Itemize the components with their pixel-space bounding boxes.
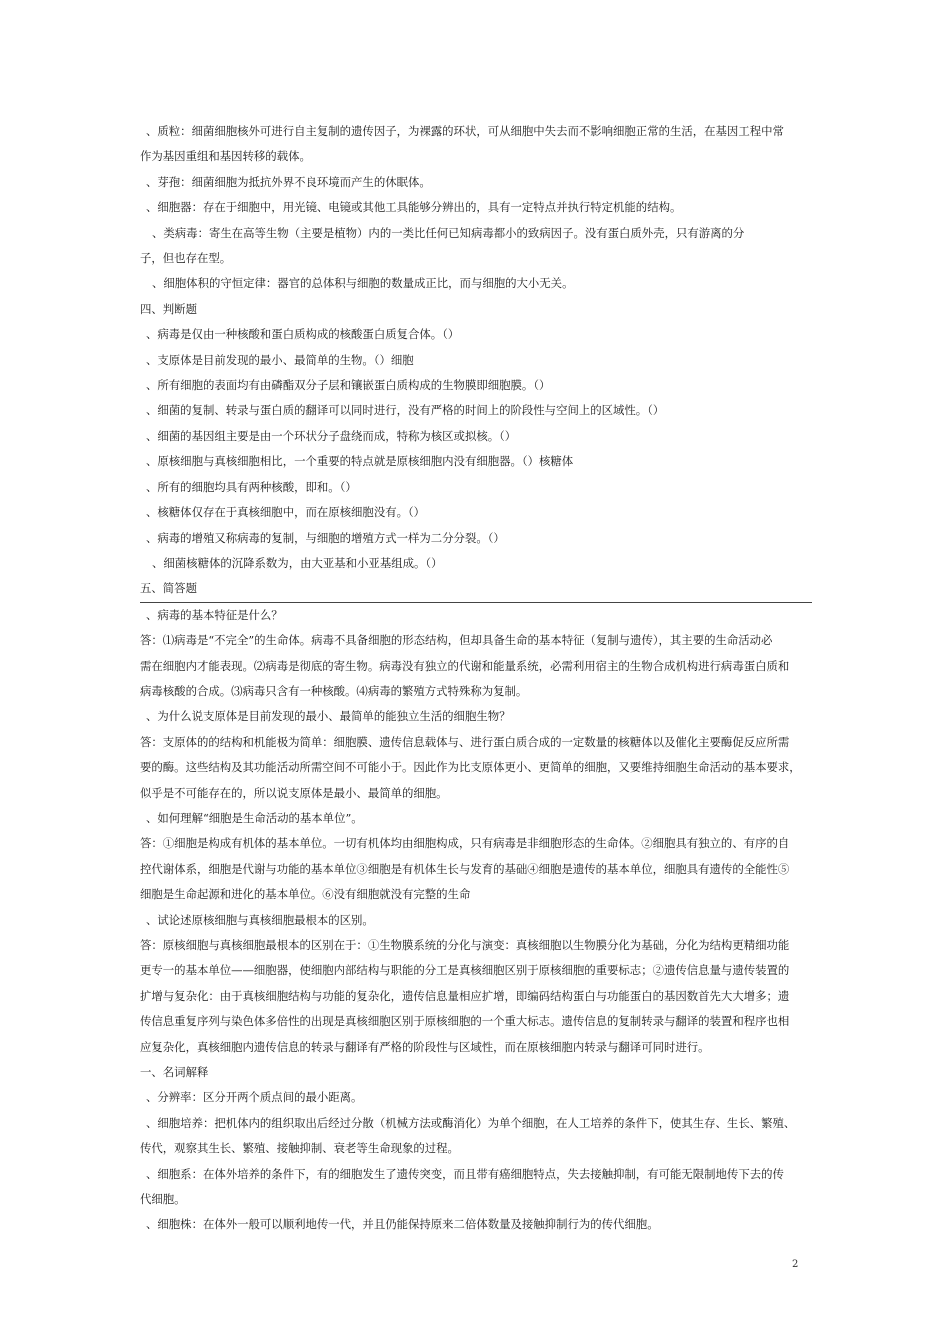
text-line: 作为基因重组和基因转移的载体。 [140, 149, 311, 164]
question: 、试论述原核细胞与真核细胞最根本的区别。 [146, 912, 374, 927]
page-number: 2 [792, 1259, 799, 1270]
judgment-item: 、核糖体仅存在于真核细胞中，而在原核细胞没有。（） [146, 505, 426, 520]
judgment-item: 、所有细胞的表面均有由磷酯双分子层和镶嵌蛋白质构成的生物膜即细胞膜。（） [146, 378, 551, 393]
definition-resolution [140, 1085, 812, 1110]
text-line: 、细胞体积的守恒定律：器官的总体积与细胞的数量成正比，而与细胞的大小无关。 [152, 276, 574, 291]
definition-organelle [140, 195, 812, 220]
question: 、如何理解“细胞是生命活动的基本单位”。 [146, 810, 363, 825]
answer [140, 933, 812, 1060]
text-line: 需在细胞内才能表现。⑵病毒是彻底的寄生物。病毒没有独立的代谢和能量系统，必需利用宿主的生物合成机构进行病毒蛋白质和 [140, 658, 790, 673]
section-title-short-answer: 五、简答题 [140, 576, 812, 602]
judgment-item: 、支原体是目前发现的最小、最简单的生物。（）细胞 [146, 352, 414, 367]
text-line: 病毒核酸的合成。⑶病毒只含有一种核酸。⑷病毒的繁殖方式特殊称为复制。 [140, 683, 528, 698]
text-line: 代细胞。 [140, 1192, 186, 1207]
judgment-item: 、细菌的复制、转录与蛋白质的翻译可以同时进行，没有严格的时间上的阶段性与空间上的区域性。（） [146, 403, 665, 418]
text-line: 答：原核细胞与真核细胞最根本的区别在于：①生物膜系统的分化与演变：真核细胞以生物膜分化为基础，分化为结构更精细功能 [140, 938, 790, 952]
text-line: 传信息重复序列与染色体多倍性的出现是真核细胞区别于原核细胞的一个重大标志。遗传信息的复制转录与翻译的装置和程序也相 [140, 1014, 790, 1029]
text-line: 扩增与复杂化：由于真核细胞结构与功能的复杂化，遗传信息量相应扩增，即编码结构蛋白与功能蛋白的基因数首先大大增多；遗 [140, 988, 790, 1003]
definition-cell-line [140, 1162, 812, 1213]
text-line: 似乎是不可能存在的，所以说支原体是最小、最简单的细胞。 [140, 785, 448, 800]
text-line: 细胞是生命起源和进化的基本单位。⑥没有细胞就没有完整的生命 [140, 887, 471, 902]
question: 、病毒的基本特征是什么？ [146, 607, 283, 622]
text-line: 、芽孢：细菌细胞为抵抗外界不良环境而产生的休眠体。 [146, 174, 431, 189]
text-line: 、细胞器：存在于细胞中，用光镜、电镜或其他工具能够分辨出的，具有一定特点并执行特定机能的结构。 [146, 200, 682, 215]
definition-plasmid [140, 119, 812, 170]
definition-cell-volume-law [140, 271, 812, 296]
judgment-item: 、细菌的基因组主要是由一个环状分子盘绕而成，特称为核区或拟核。（） [146, 428, 517, 443]
page-content [140, 119, 812, 1238]
judgment-item: 、细菌核糖体的沉降系数为，由大亚基和小亚基组成。（） [152, 555, 443, 570]
text-line: 应复杂化，真核细胞内遗传信息的转录与翻译有严格的阶段性与区域性，而在原核细胞内转录与翻译可同时进行。 [140, 1039, 710, 1054]
text-line: 更专一的基本单位——细胞器，使细胞内部结构与职能的分工是真核细胞区别于原核细胞的重要标志；②遗传信息量与遗传装置的 [140, 963, 790, 978]
definition-viroid [140, 221, 812, 272]
answer [140, 730, 812, 806]
text-line: 子，但也存在型。 [140, 251, 232, 266]
section-title-judgment: 四、判断题 [140, 301, 197, 316]
judgment-item: 、原核细胞与真核细胞相比，一个重要的特点就是原核细胞内没有细胞器。（）核糖体 [146, 454, 574, 469]
text-line: 、质粒：细菌细胞核外可进行自主复制的遗传因子，为裸露的环状，可从细胞中失去而不影响细胞正常的生活，在基因工程中常 [146, 124, 784, 138]
answer [140, 628, 812, 704]
text-line: 要的酶。这些结构及其功能活动所需空间不可能小于。因此作为比支原体更小、更简单的细胞，又要维持细胞生命活动的基本要求， [140, 760, 801, 775]
text-line: 、细胞系：在体外培养的条件下，有的细胞发生了遗传突变，而且带有癌细胞特点，失去接触抑制，有可能无限制地传下去的传 [146, 1166, 784, 1181]
judgment-item: 、病毒是仅由一种核酸和蛋白质构成的核酸蛋白质复合体。（） [146, 327, 460, 342]
answer [140, 831, 812, 907]
judgment-item: 、病毒的增殖又称病毒的复制，与细胞的增殖方式一样为二分分裂。（） [146, 530, 505, 545]
text-line: 、细胞株：在体外一般可以顺利地传一代，并且仍能保持原来二倍体数量及接触抑制行为的传代细胞。 [146, 1217, 659, 1232]
text-line: 传代，观察其生长、繁殖、接触抑制、衰老等生命现象的过程。 [140, 1141, 459, 1156]
definition-cell-strain [140, 1212, 812, 1237]
text-line: 答：支原体的的结构和机能极为简单：细胞膜、遗传信息载体与、进行蛋白质合成的一定数量的核糖体以及催化主要酶促反应所需 [140, 734, 790, 749]
section-title-terms: 一、名词解释 [140, 1065, 209, 1080]
text-line: 、类病毒：寄生在高等生物（主要是植物）内的一类比任何已知病毒都小的致病因子。没有蛋白质外壳，只有游离的分 [152, 225, 745, 240]
definition-spore [140, 170, 812, 195]
text-line: 、分辨率：区分开两个质点间的最小距离。 [146, 1090, 363, 1105]
judgment-item: 、所有的细胞均具有两种核酸，即和。（） [146, 479, 357, 494]
text-line: 答：①细胞是构成有机体的基本单位。一切有机体均由细胞构成，只有病毒是非细胞形态的生命体。②细胞具有独立的、有序的自 [140, 836, 790, 851]
question: 、为什么说支原体是目前发现的最小、最简单的能独立生活的细胞生物？ [146, 709, 511, 724]
text-line: 、细胞培养：把机体内的组织取出后经过分散（机械方法或酶消化）为单个细胞，在人工培养的条件下，使其生存、生长、繁殖、 [146, 1115, 796, 1130]
definition-cell-culture [140, 1111, 812, 1162]
text-line: 控代谢体系，细胞是代谢与功能的基本单位③细胞是有机体生长与发育的基础④细胞是遗传的基本单位，细胞具有遗传的全能性⑤ [140, 861, 790, 876]
text-line: 答：⑴病毒是“不完全”的生命体。病毒不具备细胞的形态结构，但却具备生命的基本特征（复制与遗传），其主要的生命活动必 [140, 633, 773, 648]
